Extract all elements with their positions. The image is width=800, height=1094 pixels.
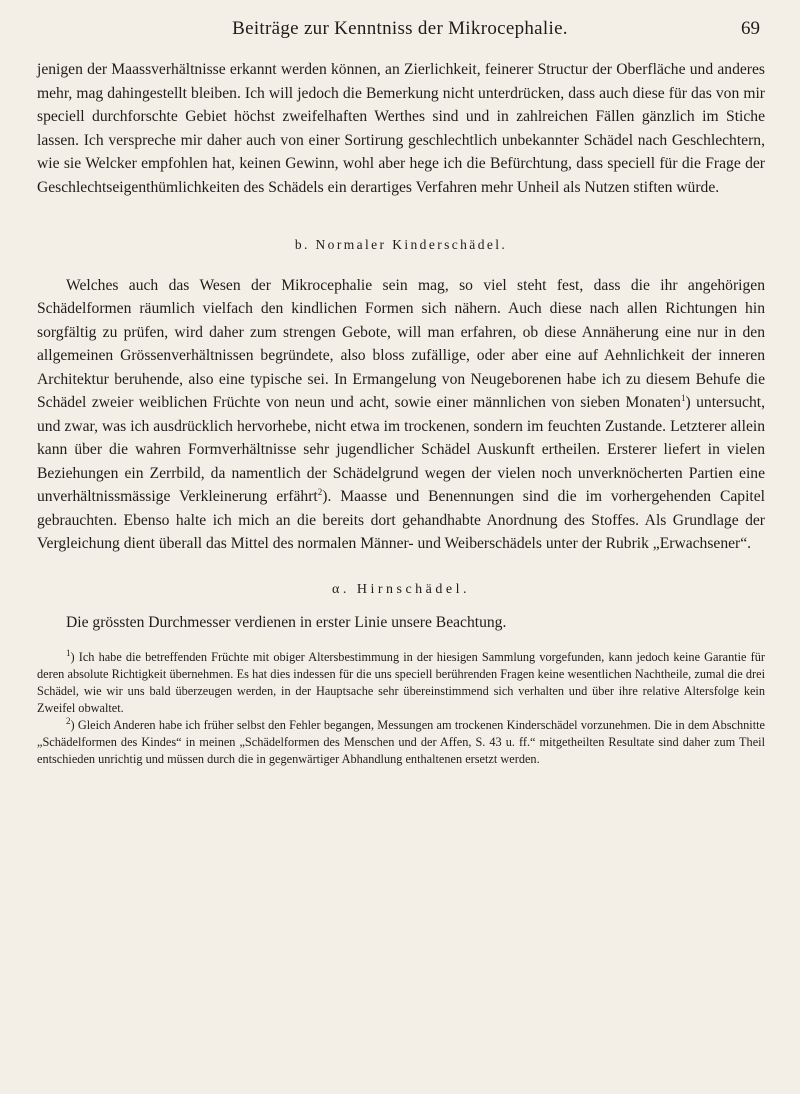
paragraph-durchmesser: Die grössten Durchmesser verdienen in erster Linie unsere Beachtung. <box>66 614 507 631</box>
footnote-1 <box>37 649 765 717</box>
running-title: Beiträge zur Kenntniss der Mikrocephalie. <box>232 18 568 39</box>
footnotes <box>37 649 765 769</box>
footnote-mark-2: 2 <box>66 715 71 726</box>
paragraph-continuation: jenigen der Maassverhältnisse erkannt werden können, an Zierlichkeit, feinerer Structur der Oberfläche und anderes mehr, mag dahingestellt bleiben. Ich will jedoch die Bemerkung nicht unterdrücken, dass auch diese für das von mir speciell durchforschte Gebiet höchst zweifelhaften Werthes sind und in zahlreichen Fällen gänzlich im Stiche lassen. Ich verspreche mir daher auch von einer Sortirung geschlechtlich unbekannter Schädel nach Geschlechtern, wie sie Welcker empfohlen hat, keinen Gewinn, wohl aber hege ich die Befürchtung, dass speciell für die Frage der Geschlechtseigenthümlichkeiten des Schädels ein derartiges Verfahren mehr Unheil als Nutzen stiften würde. <box>37 61 765 196</box>
body-text <box>37 58 765 768</box>
running-head <box>36 18 764 48</box>
paragraph-text-end: . Maasse und Benennungen sind die im vorhergehenden Capitel gebrauchten. Ebenso halte ich mich an die bereits dort gehandhabte Anordnung des Stoffes. Als Grundlage der Vergleichung dient überall das Mittel des normalen Männer- und Weiberschädels unter der Rubrik „Erwachsener“. <box>37 488 765 552</box>
paragraph-text-continued: untersucht, und zwar, was ich ausdrücklich hervorhebe, nicht etwa im trockenen, sondern im feuchten Zustande. Letzterer allein kann über die wahren Formverhältnisse sehr jugendlicher Schädel Auskunft ertheilen. Ersterer liefert in vielen Beziehungen ein Zerrbild, da namentlich der Schädelgrund wegen der vielen noch unverknöcherten Partien eine unverhältnissmässige Verkleinerung erfährt <box>37 394 765 505</box>
footnote-text-2: ) Gleich Anderen habe ich früher selbst den Fehler begangen, Messungen am trockenen Kinderschädel vorzunehmen. Die in dem Abschnitte „Schädelformen des Kindes“ in meinen „Schädelformen des Menschen und der Affen, S. 43 u. ff.“ mitgetheilten Resultate sind daher zum Theil entschieden unrichtig und müssen durch die in gegenwärtiger Abhandlung enthaltenen ersetzt werden. <box>37 717 765 767</box>
footnote-ref-1: 1 <box>680 392 686 403</box>
footnote-2 <box>37 717 765 768</box>
paragraph-kinderschaedel: Welches auch das Wesen der Mikrocephalie sein mag, so viel steht fest, dass die ihr angehörigen Schädelformen räumlich vielfach den kindlichen Formen sich nähern. Auch diese nach allen Richtungen hin sorgfältig zu prüfen, wird daher zum strengen Gebote, will man erfahren, ob diese Annäherung eine nur in den allgemeinen Grössenverhältnissen begründete, also bloss zufällige, oder aber eine auf Aehnlichkeit der inneren Architektur beruhende, also eine typische sei. In Ermangelung von Neugeborenen habe ich zu diesem Behufe die Schädel zweier weiblichen Früchte von neun und acht, sowie einer männlichen von sieben Monaten$^1$) untersucht, und zwar, was ich ausdrücklich hervorhebe, nicht etwa im trockenen, sondern im feuchten Zustande. Letzterer allein kann über die wahren Formverhältnisse sehr jugendlicher Schädel Auskunft ertheilen. Ersterer liefert in vielen Beziehungen ein Zerrbild, da namentlich der Schädelgrund wegen der vielen noch unverknöcherten Partien eine unverhältnissmässige Verkleinerung erfährt$^2$). Maasse und Benennungen sind die im vorhergehenden Capitel gebrauchten. Ebenso halte ich mich an die bereits dort gehandhabte Anordnung des Stoffes. Als Grundlage der Vergleichung dient überall das Mittel des normalen Männer- und Weiberschädels unter der Rubrik „Erwachsener“. <box>37 276 765 552</box>
subsection-heading: α. Hirnschädel. <box>332 581 470 597</box>
page-number: 69 <box>741 18 760 39</box>
footnote-mark-1: 1 <box>66 647 71 658</box>
paragraph-text: Welches auch das Wesen der Mikrocephalie sein mag, so viel steht fest, dass die ihr angehörigen Schädelformen räumlich vielfach den kindlichen Formen sich nähern. Auch diese nach allen Richtungen hin sorgfältig zu prüfen, wird daher zum strengen Gebote, will man erfahren, ob diese Annäherung eine nur in den allgemeinen Grössenverhältnissen begründete, also bloss zufällige, oder aber eine auf Aehnlichkeit der inneren Architektur beruhende, also eine typische sei. In Ermangelung von Neugeborenen habe ich zu diesem Behufe die Schädel zweier weiblichen Früchte von neun und acht, sowie einer männlichen von sieben Monaten <box>37 276 765 411</box>
section-heading: b. Normaler Kinderschädel. <box>294 237 508 252</box>
footnote-text-1: ) Ich habe die betreffenden Früchte mit obiger Altersbestimmung in der hiesigen Sammlung vorgefunden, kann jedoch keine Garantie für deren absolute Richtigkeit übernehmen. Es hat dies indessen für die uns speciell berührenden Fragen keine wesentlichen Nachtheile, zumal die drei Schädel, wie wir uns bald überzeugen werden, in der Hauptsache sehr übereinstimmend sich verhalten und über ihre relative Altersfolge kein Zweifel obwaltet. <box>37 649 765 715</box>
footnote-ref-2: 2 <box>317 486 323 497</box>
